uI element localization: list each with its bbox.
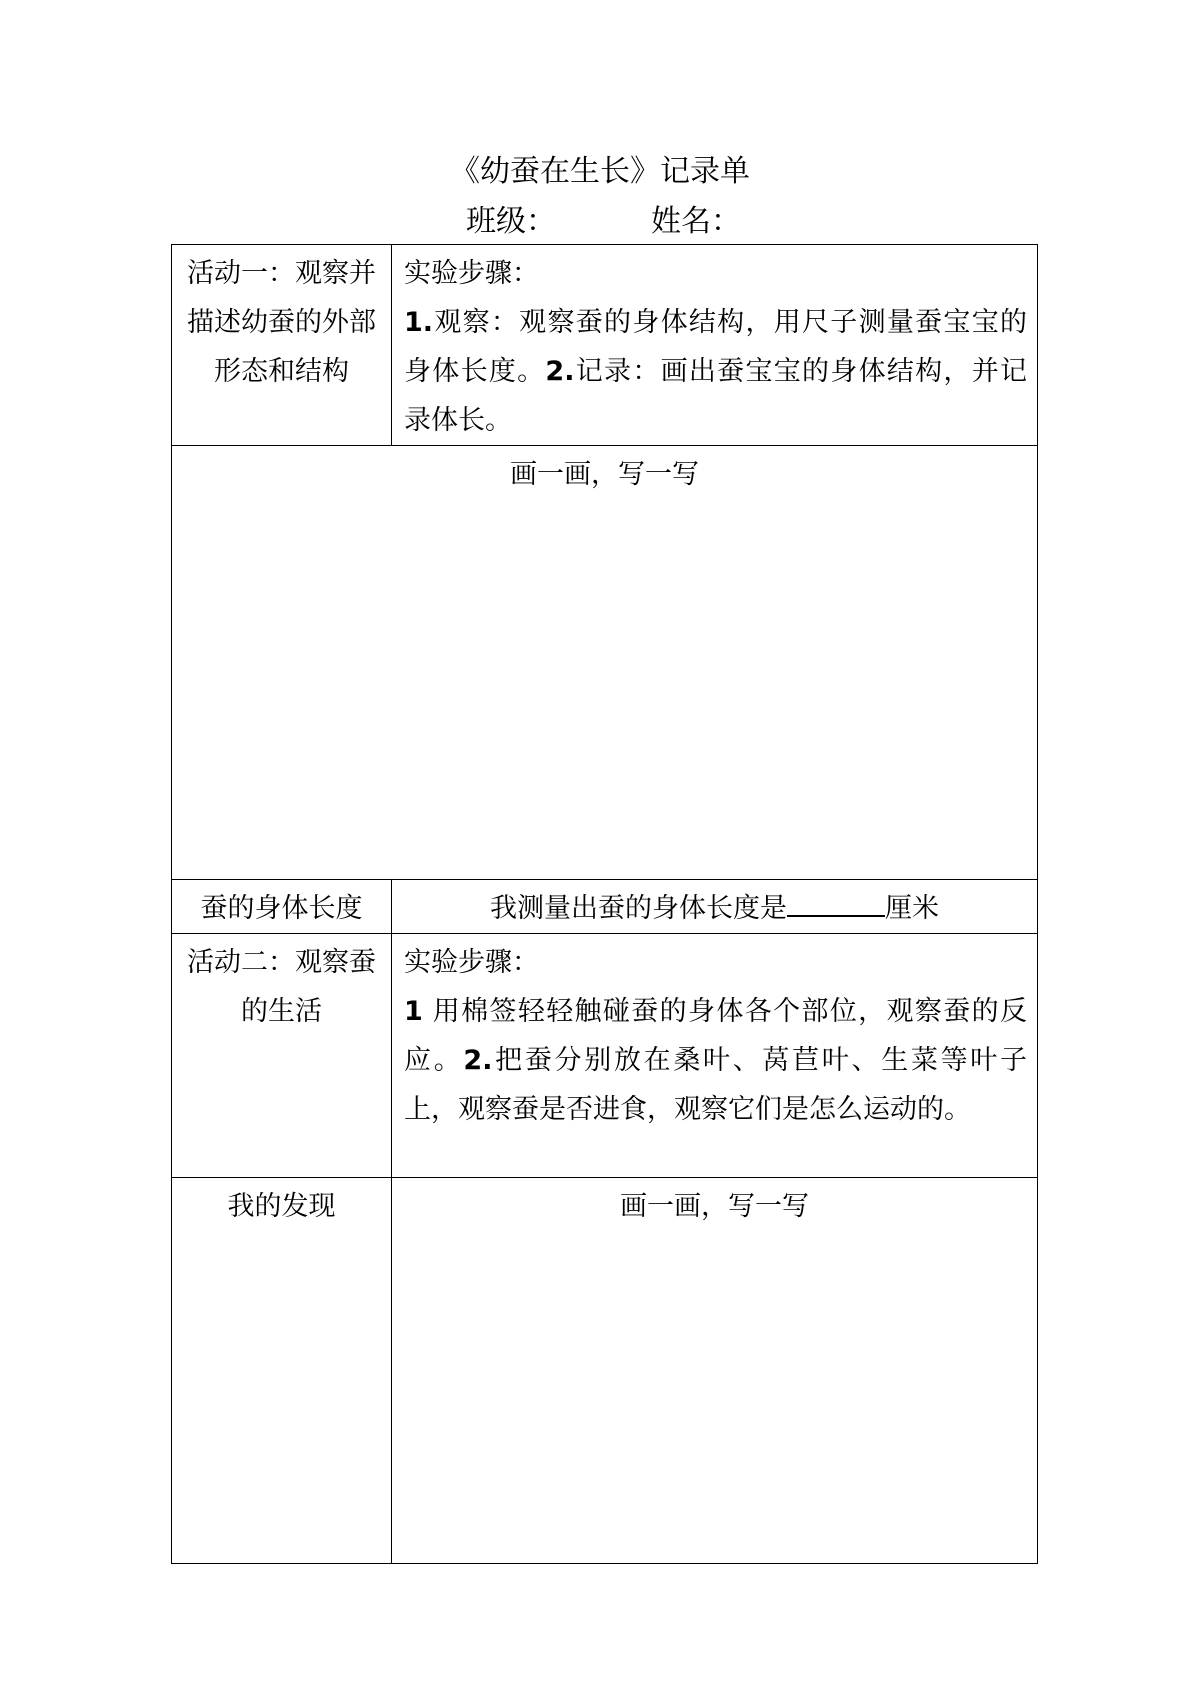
- record-table: [171, 244, 1038, 1564]
- length-statement: [392, 880, 1038, 934]
- activity2-steps-heading: 实验步骤：: [404, 947, 539, 978]
- findings-draw-label: 画一画，写一写: [620, 1191, 809, 1222]
- activity1-step1-text: 观察：观察蚕的身体结构，用尺子测量蚕宝宝的身体长度。: [404, 307, 1027, 387]
- activity1-steps-body: [404, 298, 1027, 445]
- length-prefix: 我测量出蚕的身体长度是: [490, 893, 787, 924]
- class-label: 班级：: [466, 204, 556, 239]
- activity1-step2-num: 2.: [545, 356, 575, 387]
- activity1-steps-heading: 实验步骤：: [404, 258, 539, 289]
- findings-row: [172, 1178, 1038, 1564]
- page-title: 《幼蚕在生长》记录单: [450, 154, 750, 189]
- length-blank[interactable]: [787, 885, 885, 917]
- activity2-step1-num: 1: [404, 996, 423, 1027]
- activity2-step2-num: 2.: [463, 1045, 493, 1076]
- activity1-label: 活动一：观察并描述幼蚕的外部形态和结构: [172, 245, 392, 446]
- activity2-step1-text: 用棉签轻轻触碰蚕的身体各个部位，观察蚕的反应。: [404, 996, 1027, 1076]
- name-label: 姓名：: [651, 204, 741, 239]
- activity2-step2-text: 把蚕分别放在桑叶、莴苣叶、生菜等叶子上，观察蚕是否进食，观察它们是怎么运动的。: [404, 1045, 1028, 1125]
- draw-area1[interactable]: [172, 446, 1038, 880]
- activity2-steps-body: [404, 987, 1027, 1134]
- draw-area1-row: [172, 446, 1038, 880]
- length-unit: 厘米: [885, 893, 939, 924]
- findings-draw-area[interactable]: [392, 1178, 1038, 1564]
- findings-label: 我的发现: [172, 1178, 392, 1564]
- activity1-row: [172, 245, 1038, 446]
- activity2-row: [172, 934, 1038, 1178]
- length-row: [172, 880, 1038, 934]
- activity1-steps: [392, 245, 1038, 446]
- activity1-step2-text: 记录：画出蚕宝宝的身体结构，并记录体长。: [404, 356, 1028, 436]
- draw-area1-label: 画一画，写一写: [510, 459, 699, 490]
- length-label: 蚕的身体长度: [172, 880, 392, 934]
- activity2-label: 活动二：观察蚕的生活: [172, 934, 392, 1178]
- activity1-step1-num: 1.: [404, 307, 434, 338]
- activity2-steps: [392, 934, 1038, 1178]
